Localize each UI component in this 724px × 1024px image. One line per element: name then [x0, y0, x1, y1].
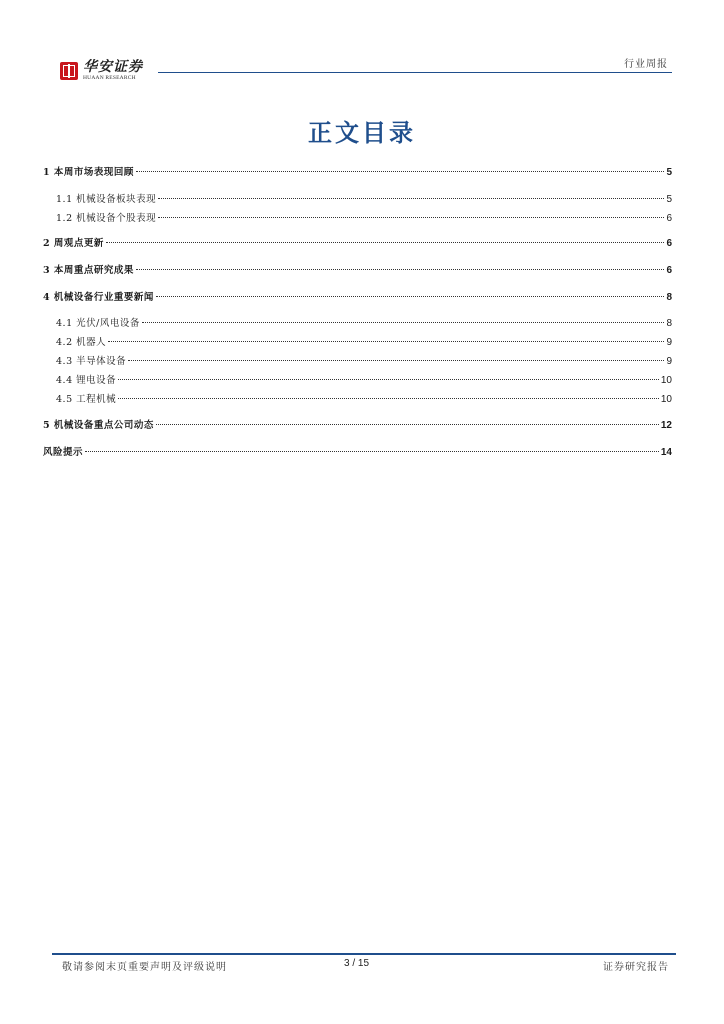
- toc-entry-label: 4.1 光伏/风电设备: [56, 318, 140, 329]
- toc-entry[interactable]: [56, 336, 672, 350]
- toc-entry-label: 风险提示: [43, 447, 84, 458]
- toc-entry[interactable]: [56, 212, 672, 226]
- toc-entry[interactable]: [43, 264, 672, 278]
- toc-entry-page: 6: [666, 213, 672, 224]
- toc-entry-label: 4.3 半导体设备: [56, 356, 127, 367]
- toc-entry[interactable]: [43, 446, 672, 460]
- toc-leader-dots: [128, 360, 664, 361]
- toc-entry-label: 4 机械设备行业重要新闻: [43, 292, 154, 303]
- toc-entry-label: 4.2 机器人: [56, 337, 107, 348]
- toc-entry-label: 4.4 锂电设备: [56, 375, 117, 386]
- toc-entry-label: 1.1 机械设备板块表现: [56, 194, 157, 205]
- toc-entry[interactable]: [56, 393, 672, 407]
- toc-entry[interactable]: [56, 374, 672, 388]
- toc-entry[interactable]: [43, 291, 672, 305]
- toc-leader-dots: [142, 322, 665, 323]
- toc-entry-label: 4.5 工程机械: [56, 394, 117, 405]
- toc-entry-label: 1.2 机械设备个股表现: [56, 213, 157, 224]
- toc-entry[interactable]: [43, 166, 672, 180]
- toc-entry[interactable]: [56, 193, 672, 207]
- toc-entry[interactable]: [43, 237, 672, 251]
- footer-doc-type: 证券研究报告: [603, 962, 669, 973]
- logo-chinese-name: 华安证券: [83, 59, 143, 75]
- toc-leader-dots: [118, 398, 659, 399]
- toc-leader-dots: [158, 198, 664, 199]
- toc-entry-page: 5: [666, 194, 672, 205]
- toc-entry-label: 2 周观点更新: [43, 238, 104, 249]
- toc-entry-label: 3 本周重点研究成果: [43, 265, 134, 276]
- toc-entry[interactable]: [56, 317, 672, 331]
- toc-entry-page: 9: [666, 356, 672, 367]
- toc-leader-dots: [156, 424, 659, 425]
- toc-entry-page: 8: [666, 318, 672, 329]
- toc-leader-dots: [156, 296, 665, 297]
- toc-leader-dots: [106, 242, 665, 243]
- toc-entry-label: 1 本周市场表现回顾: [43, 167, 134, 178]
- logo-text: [83, 60, 143, 82]
- toc-leader-dots: [118, 379, 659, 380]
- header-divider: [158, 72, 672, 73]
- page-title: 正文目录: [308, 118, 416, 147]
- toc-entry-label: 5 机械设备重点公司动态: [43, 420, 154, 431]
- toc-entry-page: 6: [666, 265, 672, 276]
- toc-entry-page: 10: [660, 375, 672, 386]
- toc-entry-page: 9: [666, 337, 672, 348]
- report-type: 行业周报: [624, 59, 668, 70]
- toc-leader-dots: [108, 341, 664, 342]
- toc-entry[interactable]: [43, 419, 672, 433]
- toc-leader-dots: [136, 171, 665, 172]
- footer-disclaimer: 敬请参阅末页重要声明及评级说明: [62, 962, 227, 973]
- toc-leader-dots: [85, 451, 659, 452]
- toc-entry-page: 10: [660, 394, 672, 405]
- footer-divider: [52, 953, 676, 955]
- toc-leader-dots: [136, 269, 665, 270]
- toc-entry-page: 8: [666, 292, 672, 303]
- toc-entry[interactable]: [56, 355, 672, 369]
- toc-entry-page: 12: [660, 420, 672, 431]
- toc-leader-dots: [158, 217, 664, 218]
- logo-seal-icon: [60, 62, 78, 80]
- page-indicator: 3 / 15: [344, 958, 370, 969]
- logo-english-name: HUAAN RESEARCH: [83, 75, 136, 81]
- company-logo: [60, 60, 143, 82]
- toc-entry-page: 14: [660, 447, 672, 458]
- toc-entry-page: 6: [666, 238, 672, 249]
- toc-entry-page: 5: [666, 167, 672, 178]
